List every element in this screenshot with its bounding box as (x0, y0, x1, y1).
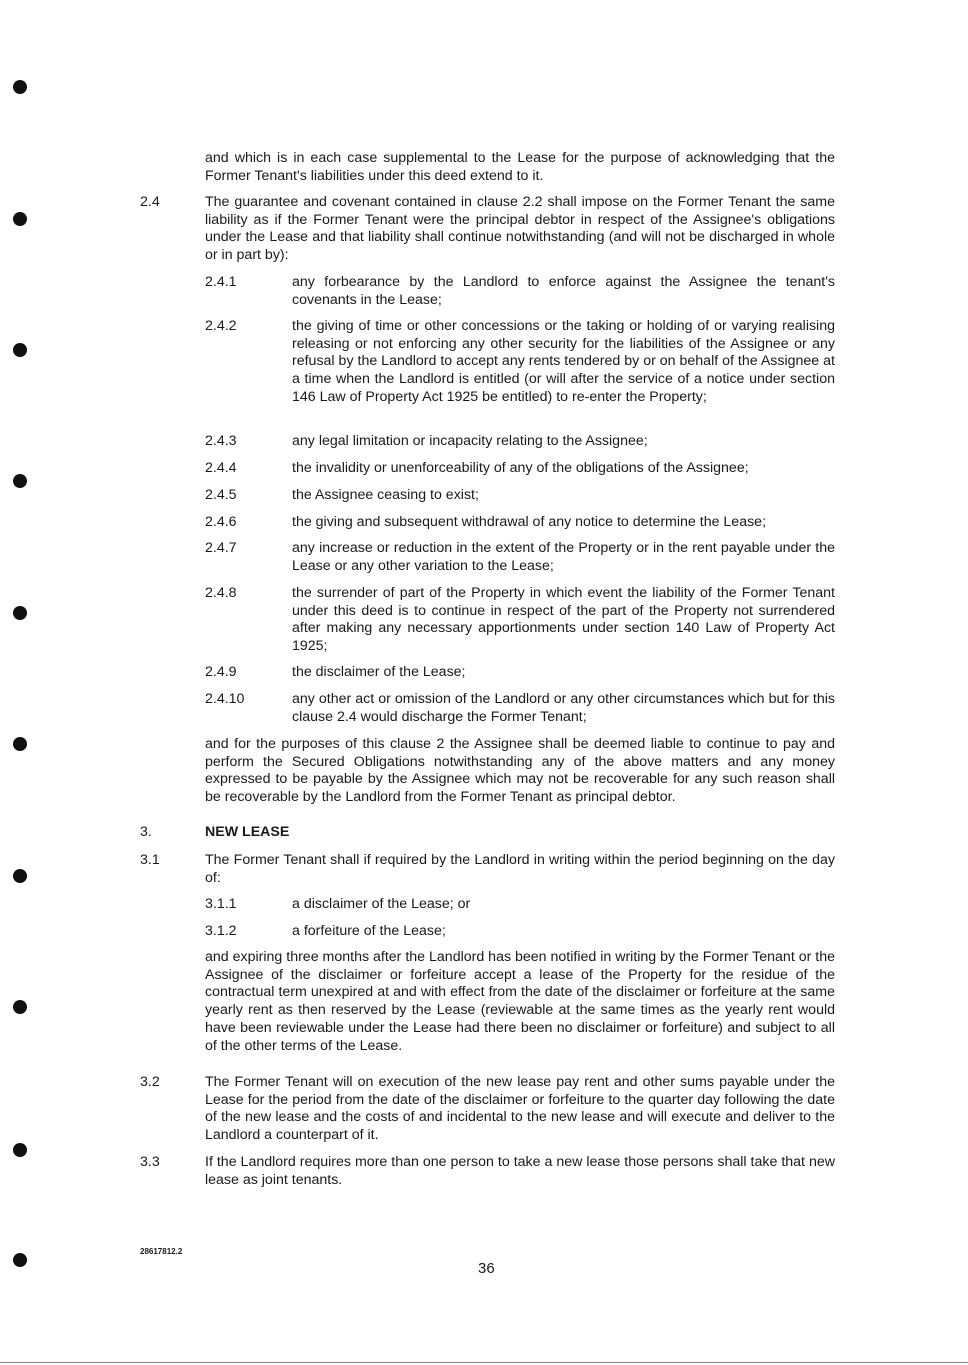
document-reference: 28617812.2 (140, 1247, 183, 1256)
clause-number: 2.4.3 (205, 433, 237, 449)
punch-hole-icon (13, 1253, 27, 1267)
clause-text: the giving and subsequent withdrawal of any notice to determine the Lease; (292, 514, 767, 530)
punch-hole-icon (13, 869, 27, 883)
clause-number: 3.1.2 (205, 923, 237, 939)
clause-text: NEW LEASE (205, 824, 290, 840)
punch-hole-icon (13, 1143, 27, 1157)
clause-number: 2.4.7 (205, 540, 237, 556)
clause-number: 3. (140, 824, 152, 840)
clause-text: and which is in each case supplemental to the Lease for the purpose of acknowledging that the Former Tenant's liabilities under this deed extend to it. (205, 150, 835, 184)
clause-text: any other act or omission of the Landlord or any other circumstances which but for this clause 2.4 would discharge the Former Tenant; (292, 691, 835, 725)
clause-number: 3.3 (140, 1154, 160, 1170)
clause-number: 2.4.4 (205, 460, 237, 476)
page-edge-line (0, 1362, 968, 1363)
clause-number: 2.4.5 (205, 487, 237, 503)
punch-hole-icon (13, 606, 27, 620)
punch-hole-icon (13, 1000, 27, 1014)
clause-number: 2.4 (140, 194, 160, 210)
clause-number: 2.4.9 (205, 664, 237, 680)
clause-text: the surrender of part of the Property in which event the liability of the Former Tenant under this deed is to continue in respect of the part of the Property not surrendered after making any necessary apportionments under section 140 Law of Property Act 1925; (292, 585, 835, 655)
clause-text: the disclaimer of the Lease; (292, 664, 466, 680)
clause-number: 3.1.1 (205, 896, 237, 912)
clause-text: The Former Tenant will on execution of the new lease pay rent and other sums payable under the Lease for the period from the date of the disclaimer or forfeiture to the quarter day following the date of the new lease and the costs of and incidental to the new lease and will execute and deliver to the Landlord a counterpart of it. (205, 1074, 835, 1144)
clause-text: a forfeiture of the Lease; (292, 923, 446, 939)
punch-hole-icon (13, 80, 27, 94)
clause-number: 3.2 (140, 1074, 160, 1090)
clause-text: If the Landlord requires more than one person to take a new lease those persons shall take that new lease as joint tenants. (205, 1154, 835, 1188)
clause-text: and for the purposes of this clause 2 the Assignee shall be deemed liable to continue to pay and perform the Secured Obligations notwithstanding any of the above matters and any money expressed to be payable by the Assignee which may not be recoverable for any such reason shall be recoverable by the Landlord from the Former Tenant as principal debtor. (205, 736, 835, 806)
clause-text: a disclaimer of the Lease; or (292, 896, 471, 912)
clause-text: the giving of time or other concessions or the taking or holding of or varying realising releasing or not enforcing any other security for the liabilities of the Assignee or any refusal by the Landlord to accept any rents tendered by or on behalf of the Assignee at a time when the Landlord is entitled (or will after the service of a notice under section 146 Law of Property Act 1925 be entitled) to re-enter the Property; (292, 318, 835, 405)
punch-hole-icon (13, 212, 27, 226)
clause-number: 2.4.2 (205, 318, 237, 334)
clause-number: 3.1 (140, 852, 160, 868)
punch-hole-icon (13, 474, 27, 488)
clause-text: the Assignee ceasing to exist; (292, 487, 479, 503)
clause-number: 2.4.10 (205, 691, 245, 707)
page-number: 36 (478, 1260, 495, 1277)
clause-text: any legal limitation or incapacity relating to the Assignee; (292, 433, 648, 449)
clause-text: the invalidity or unenforceability of any of the obligations of the Assignee; (292, 460, 749, 476)
clause-number: 2.4.6 (205, 514, 237, 530)
punch-hole-icon (13, 343, 27, 357)
clause-text: and expiring three months after the Landlord has been notified in writing by the Former Tenant or the Assignee of the disclaimer or forfeiture accept a lease of the Property for the residue of the contractual term unexpired at and with effect from the date of the disclaimer or forfeiture at the same yearly rent as then reserved by the Lease (reviewable at the same times as the yearly rent would have been reviewable under the Lease had there been no disclaimer or forfeiture) and subject to all of the other terms of the Lease. (205, 949, 835, 1054)
punch-hole-icon (13, 737, 27, 751)
clause-text: any forbearance by the Landlord to enforce against the Assignee the tenant's covenants in the Lease; (292, 274, 835, 308)
clause-text: The guarantee and covenant contained in clause 2.2 shall impose on the Former Tenant the same liability as if the Former Tenant were the principal debtor in respect of the Assignee's obligations under the Lease and that liability shall continue notwithstanding (and will not be discharged in whole or in part by): (205, 194, 835, 264)
clause-text: The Former Tenant shall if required by the Landlord in writing within the period beginning on the day of: (205, 852, 835, 886)
clause-text: any increase or reduction in the extent of the Property or in the rent payable under the Lease or any other variation to the Lease; (292, 540, 835, 574)
clause-number: 2.4.8 (205, 585, 237, 601)
clause-number: 2.4.1 (205, 274, 237, 290)
